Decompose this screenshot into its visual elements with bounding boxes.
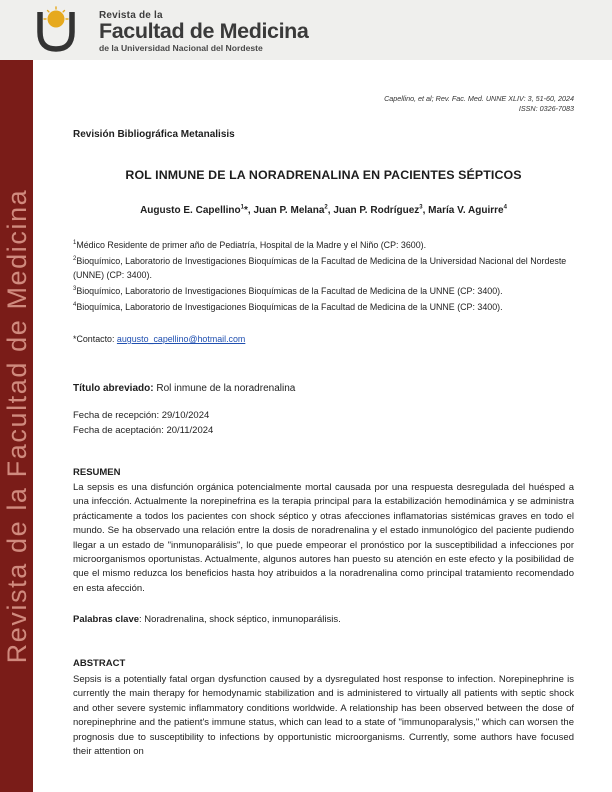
keywords-value: : Noradrenalina, shock séptico, inmunoparálisis. (139, 614, 341, 625)
affiliation-item: $^1$Médico Residente de primer año de Pediatría, Hospital de la Madre y el Niño (CP: 3600). (73, 239, 427, 250)
citation-reference: Capellino, et al; Rev. Fac. Med. UNNE XLIV: 3, 51-60, 2024 (384, 94, 574, 103)
journal-name (99, 11, 308, 52)
sidebar-journal-title: Revista de la Facultad de Medicina (2, 188, 32, 664)
author: Juan P. Rodríguez$^3$, (333, 205, 429, 217)
article-type: Revisión Bibliográfica Metanalisis (73, 129, 235, 140)
affiliation-item: $^3$Bioquímico, Laboratorio de Investigaciones Bioquímicas de la Facultad de Medicina de la UNNE (CP: 3400). (73, 285, 503, 296)
short-title-label: Título abreviado: (73, 383, 154, 394)
contact-label: *Contacto: (73, 334, 115, 344)
abstract-heading: ABSTRACT (73, 658, 126, 669)
author-list (73, 202, 574, 218)
author: María V. Aguirre$^4$ (428, 205, 507, 217)
journal-name-line3: de la Universidad Nacional del Nordeste (99, 42, 263, 53)
journal-name-line2: Facultad de Medicina (99, 19, 309, 43)
contact-line (73, 333, 574, 346)
affiliation-item: $^4$Bioquímica, Laboratorio de Investigaciones Bioquímicas de la Facultad de Medicina de la UNNE (CP: 3400). (73, 302, 503, 313)
short-title-value: Rol inmune de la noradrenalina (156, 383, 296, 394)
resumen-heading: RESUMEN (73, 467, 121, 478)
received-date: Fecha de recepción: 29/10/2024 (73, 410, 210, 421)
dates-block (73, 408, 574, 439)
contact-email-link[interactable]: augusto_capellino@hotmail.com (116, 334, 246, 344)
abstract-text: Sepsis is a potentially fatal organ dysfunction caused by a dysregulated host response to infection. Norepinephrine is currently the main therapy for hemodynamic stabilization and is administered to virtually all patients with septic shock and other severe systemic inflammatory conditions worldwide. A relationship has been observed between the dose of norepinephrine and the patient's immune status, which can lead to a state of "immunoparalysis," which can worsen the prognosis due to susceptibility to infections by opportunistic microorganisms. Currently, some authors have focused their attention on (73, 674, 574, 758)
keywords-label: Palabras clave (73, 614, 140, 625)
journal-header (0, 0, 612, 60)
affiliation-item: $^2$Bioquímico, Laboratorio de Investigaciones Bioquímicas de la Facultad de Medicina de la Universidad Nacional del Nordeste (UNNE) (CP: 3400). (73, 256, 567, 280)
accepted-date: Fecha de aceptación: 20/11/2024 (73, 425, 214, 437)
citation-issn: ISSN: 0326-7083 (518, 104, 574, 113)
article-title: ROL INMUNE DE LA NORADRENALINA EN PACIENTES SÉPTICOS (125, 168, 522, 182)
journal-name-line1: Revista de la (99, 10, 163, 21)
citation-block (384, 94, 574, 114)
keywords-line (73, 614, 574, 627)
faculty-logo-icon (36, 6, 76, 52)
affiliations (73, 237, 574, 316)
short-title-line (73, 383, 574, 396)
author: Augusto E. Capellino$^1$*, (140, 205, 254, 217)
resumen-text: La sepsis es una disfunción orgánica potencialmente mortal causada por una respuesta desregulada del huésped a una infección. Actualmente la norepinefrina es la terapia principal para la estabilización hemodinámica y se administra prácticamente a todos los pacientes con shock séptico y otras afecciones inflamatorias sistémicas graves en todo el mundo. Se ha observado una relación entre la dosis de noradrenalina y el estado inmunológico del paciente pudiendo llegar a un estado de "inmunoparálisis", lo que puede empeorar el pronóstico por la susceptibilidad a infecciones por microorganismos oportunistas. Actualmente, algunos autores han puesto su atención en este efecto y la posibilidad de que el mismo reduzca los beneficios hasta hoy atribuidos a la noradrenalina como principal tratamiento recomendado en esta afección. (73, 482, 574, 594)
journal-sidebar (0, 60, 33, 792)
author: Juan P. Melana$^2$, (253, 205, 334, 217)
